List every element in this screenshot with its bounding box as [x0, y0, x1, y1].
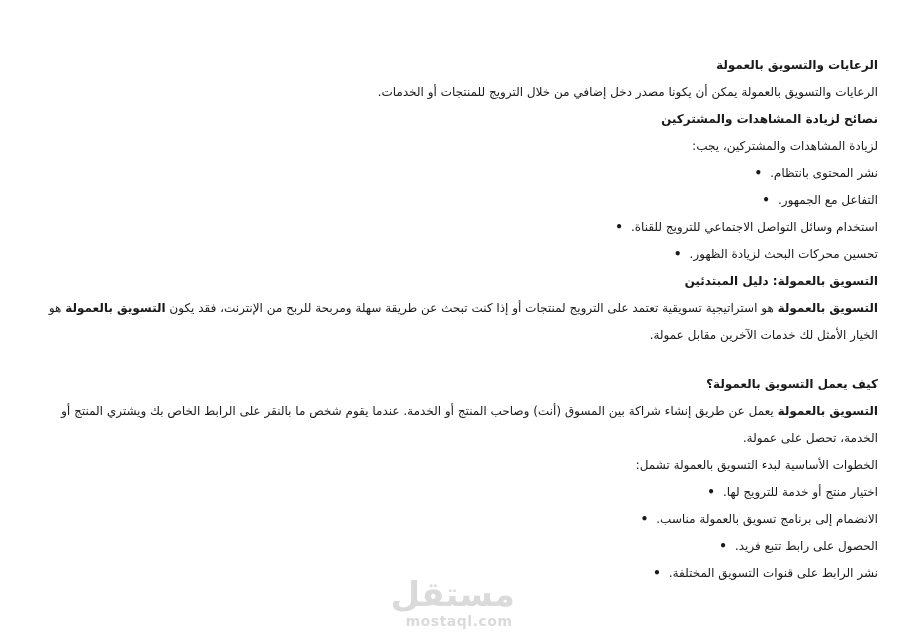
mostaql-watermark-logo: [390, 575, 515, 631]
paragraph-text: يعمل عن طريق إنشاء شراكة بين المسوق (أنت) وصاحب المنتج أو الخدمة. عندما يقوم شخص ما بالنقر على الرابط الخاص بك ويشتري المنتج أو الخدمة، تحصل على عمولة.: [61, 404, 878, 445]
list-item-text: اختيار منتج أو خدمة للترويج لها.: [722, 485, 878, 499]
how-it-works-paragraph: [40, 398, 878, 452]
bullet-icon: •: [719, 539, 727, 553]
bold-term: التسويق بالعمولة: [777, 301, 878, 315]
blank-line: [40, 349, 878, 371]
watermark-word: مستقل: [390, 575, 515, 615]
bold-term: التسويق بالعمولة: [65, 301, 166, 315]
list-item-text: التفاعل مع الجمهور.: [777, 193, 878, 207]
bullet-icon: •: [653, 566, 661, 580]
list-item: [40, 506, 878, 533]
paragraph-text: هو الخيار الأمثل لك خدمات الآخرين مقابل عمولة.: [48, 301, 878, 342]
list-item: [40, 241, 878, 268]
bullet-icon: •: [707, 485, 715, 499]
section-title-sponsorships: الرعايات والتسويق بالعمولة: [716, 58, 878, 72]
list-item-text: الانضمام إلى برنامج تسويق بالعمولة مناسب.: [656, 512, 878, 526]
list-item-text: استخدام وسائل التواصل الاجتماعي للترويج للقناة.: [630, 220, 878, 234]
sponsorships-paragraph: الرعايات والتسويق بالعمولة يمكن أن يكونا مصدر دخل إضافي من خلال الترويج للمنتجات أو الخدمات.: [377, 85, 878, 99]
list-item: [40, 214, 878, 241]
section-title-tips: نصائح لزيادة المشاهدات والمشتركين: [661, 112, 878, 126]
list-item: [40, 479, 878, 506]
list-item-text: الحصول على رابط تتبع فريد.: [734, 539, 878, 553]
paragraph-text: هو استراتيجية تسويقية تعتمد على الترويج لمنتجات أو إذا كنت تبحث عن طريقة سهلة ومربحة للربح من الإنترنت، فقد يكون: [165, 301, 778, 315]
list-item-text: نشر الرابط على قنوات التسويق المختلفة.: [668, 566, 878, 580]
bullet-icon: •: [615, 220, 623, 234]
list-item-text: نشر المحتوى بانتظام.: [770, 166, 878, 180]
tips-intro: لزيادة المشاهدات والمشتركين، يجب:: [692, 139, 878, 153]
bold-term: التسويق بالعمولة: [777, 404, 878, 418]
bullet-icon: •: [762, 193, 770, 207]
section-title-beginners-guide: التسويق بالعمولة: دليل المبتدئين: [684, 274, 878, 288]
list-item: [40, 187, 878, 214]
beginners-guide-paragraph: [40, 295, 878, 349]
bullet-icon: •: [673, 247, 682, 261]
list-item-text: تحسين محركات البحث لزيادة الظهور.: [689, 247, 878, 261]
section-title-how-it-works: كيف يعمل التسويق بالعمولة؟: [706, 377, 878, 391]
bullet-icon: •: [640, 512, 649, 526]
watermark-domain: mostaql.com: [405, 614, 513, 630]
steps-intro: الخطوات الأساسية لبدء التسويق بالعمولة تشمل:: [635, 458, 878, 472]
list-item: [40, 160, 878, 187]
list-item: [40, 533, 878, 560]
document-body: [40, 52, 878, 587]
tips-list: [40, 160, 878, 268]
steps-list: [40, 479, 878, 587]
bullet-icon: •: [754, 166, 763, 180]
